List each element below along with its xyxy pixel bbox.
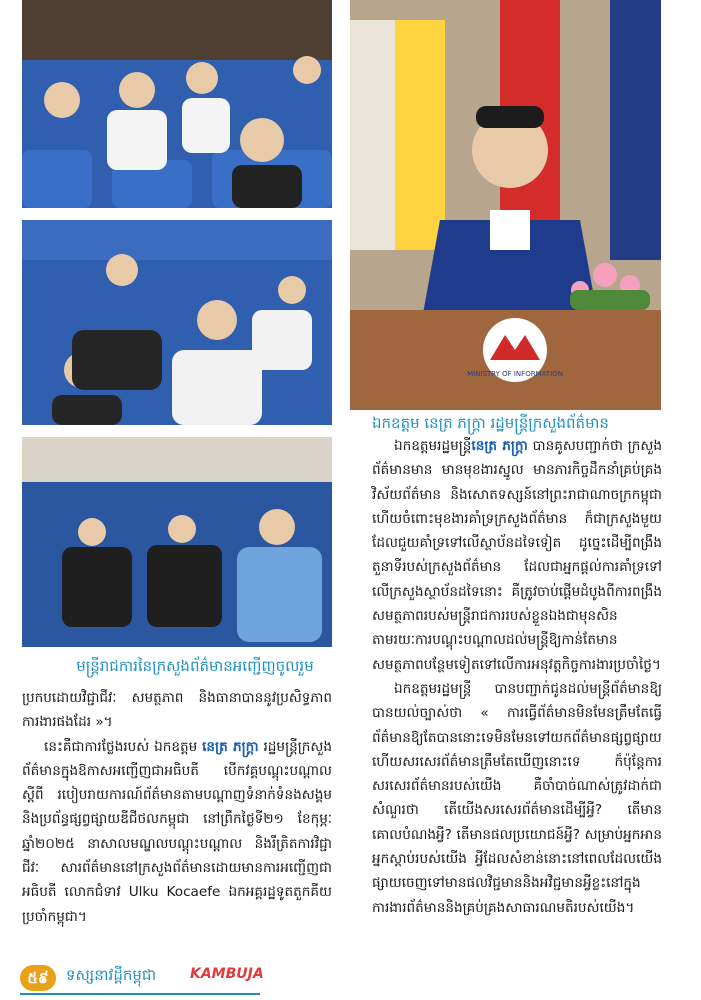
right-p1-lead: ឯកឧត្តមរដ្ឋមន្ត្រី bbox=[394, 438, 472, 454]
minister-name: នេត្រ ភក្ត្រា bbox=[471, 438, 528, 454]
speaker-caption: ឯកឧត្តម នេត្រ ភក្ត្រា រដ្ឋមន្ត្រីក្រសួងព័ត៌មាន bbox=[372, 414, 609, 432]
minister-name-left: នេត្រ ភក្ត្រា bbox=[202, 738, 259, 755]
left-paragraph-1 bbox=[22, 735, 332, 929]
magazine-title-km: ទស្សនាវដ្ដីកម្ពុជា bbox=[66, 966, 157, 984]
left-paragraph-0: ប្រកបដោយវិជ្ជាជីវៈ សមត្ថភាព និងធានាបាននូវប្រសិទ្ធភាពការងារផងដែរ »។ bbox=[22, 690, 332, 731]
left-p1-lead: នេះគឺជាការថ្លែងរបស់ ឯកឧត្តម bbox=[44, 738, 203, 755]
left-p1-text: រដ្ឋមន្ត្រីក្រសួងព័ត៌មានក្នុងឱកាសអញ្ជើញជាអធិបតី បើកវគ្គបណ្ដុះបណ្ដាលស្ដីពី របៀបរាយការណ៍ព័ត៌មានតាមបណ្ដាញទំនាក់ទំនងសង្គម និងប្រព័ន្ធផ្សព្វផ្សាយឌីជីថលកម្ពុជា នៅព្រឹកថ្ងៃទី២១ ខែកុម្ភៈ ឆ្នាំ២០២៥ នាសាលមណ្ឌលបណ្ដុះបណ្ដាល និងរឹត្រិតការវិជ្ជាជីវៈ សារព័ត៌មាននៅក្រសួងព័ត៌មានដោយមានការអញ្ជើញជាអធិបតី លោកជំទាវ Ulku Kocaefe ឯកអគ្គរដ្ឋទូតតួកគីយ ប្រចាំកម្ពុជា។ bbox=[22, 738, 332, 925]
speaker-photo bbox=[350, 0, 661, 410]
right-column bbox=[372, 434, 662, 920]
magazine-title-en: KAMBUJA bbox=[190, 966, 264, 982]
right-paragraph-1 bbox=[372, 434, 662, 677]
left-column bbox=[22, 686, 332, 929]
footer-rule bbox=[20, 993, 260, 995]
right-paragraph-2: ឯកឧត្តមរដ្ឋមន្ត្រី បានបញ្ជាក់ជូនដល់មន្ត្រីព័ត៌មានឱ្យបានយល់ច្បាស់ថា « ការធ្វើព័ត៌មានមិនមែនត្រឹមតែធ្វើព័ត៌មានឱ្យតែបាននោះទេមិនមែនទៅយកព័ត៌មានផ្សព្វផ្សាយហើយសរសេរព័ត៌មានត្រឹមតែឃើញនោះទេ ក៏ប៉ុន្តែការសរសេរព័ត៌មានរបស់យើង គឺចាំបាច់ណាស់ត្រូវដាក់ជាសំណួរថា តើយើងសរសេរព័ត៌មានដើម្បីអ្វី? តើមានគោលបំណងអ្វី? តើមានផលប្រយោជន៍អ្វី? សម្រាប់អ្នកអាន អ្នកស្ដាប់របស់យើង អ្វីដែលសំខាន់នោះនៅពេលដែលយើងផ្សាយចេញទៅមានផលវិជ្ជមាននិងអវិជ្ជមានអ្វីខ្លះនៅក្នុងការងារព័ត៌មាននិងគ្រប់គ្រងសាធារណមតិរបស់យើង។ bbox=[372, 680, 662, 916]
podium-logo-text: MINISTRY OF INFORMATION bbox=[467, 370, 563, 378]
audience-photo-top bbox=[22, 0, 332, 208]
audience-photo-bottom bbox=[22, 437, 332, 647]
right-p1-text: បានគូសបញ្ជាក់ថា ក្រសួងព័ត៌មានមាន មានមុខងារស្នូល មានភារកិច្ចដឹកនាំគ្រប់គ្រងវិស័យព័ត៌មាន និងសោតទស្សន៍នៅព្រះរាជាណាចក្រកម្ពុជា ហើយចំពោះមុខងារគាំទ្រក្រសួងព័ត៌មាន ក៏ជាក្រសួងមួយដែលជួយគាំទ្រទៅលើស្ថាប័នដទៃទៀត ដូច្នេះដើម្បីពង្រឹងតួនាទីរបស់ក្រសួងព័ត៌មាន ដែលជាអ្នកផ្ដល់ការគាំទ្រទៅលើក្រសួងស្ថាប័នដទៃនោះ គឺត្រូវចាប់ផ្ដើមដំបូងពីការពង្រឹងសមត្ថភាពរបស់មន្ត្រីរាជការរបស់ខ្លួនឯងជាមុនសិន តាមរយៈការបណ្ដុះបណ្ដាលដល់មន្ត្រីឱ្យកាន់តែមានសមត្ថភាពបន្ថែមទៀតទៅលើការអនុវត្តកិច្ចការងារប្រចាំថ្ងៃ។ bbox=[372, 438, 662, 673]
page-number: ៥៩ bbox=[20, 965, 56, 991]
audience-caption: មន្ត្រីរាជការនៃក្រសួងព័ត៌មានអញ្ជើញចូលរួម bbox=[76, 657, 314, 675]
audience-photo-middle bbox=[22, 220, 332, 425]
